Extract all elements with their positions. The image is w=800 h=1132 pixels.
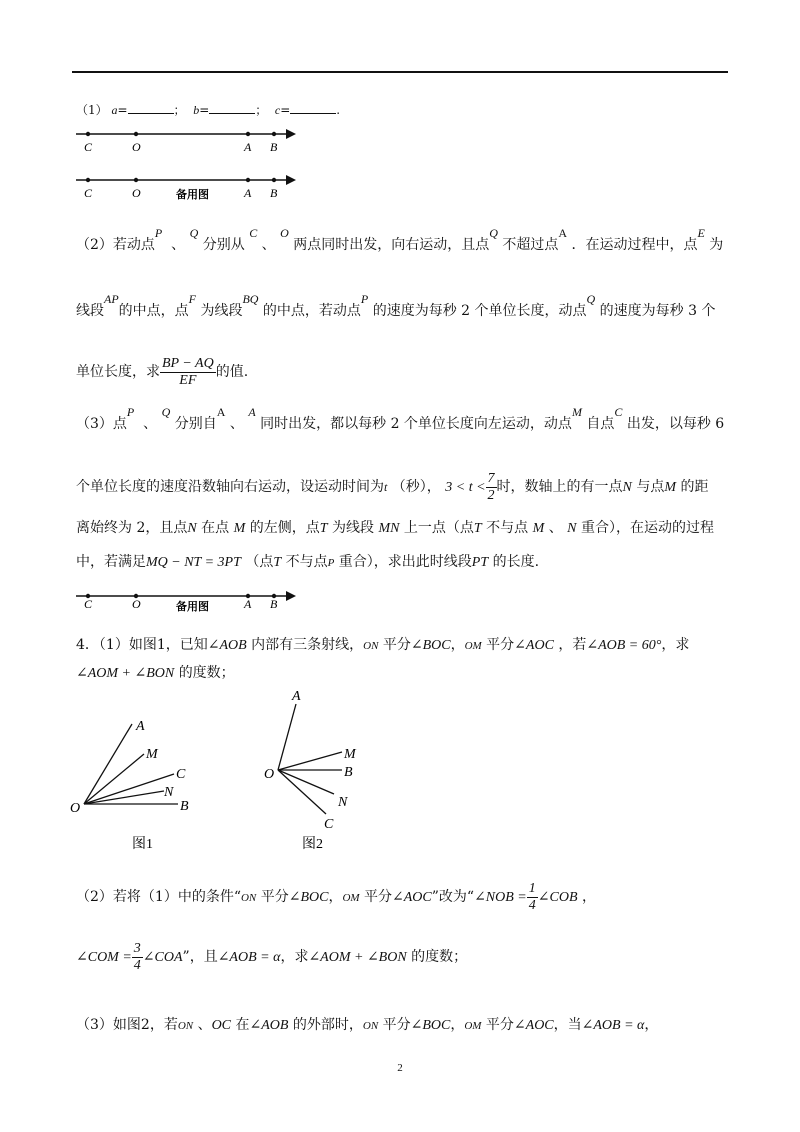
fig2-label-b: B (344, 765, 353, 780)
part2-line3: 单位长度，求 $\frac{BP - AQ}{EF}$ 的值. (76, 355, 249, 388)
svg-text:O: O (132, 597, 141, 611)
number-line-3 (70, 586, 310, 622)
fig2-label-a: A (292, 689, 301, 704)
q4-part3-line: （3）如图2，若ON 、OC 在∠AOB 的外部时，ON 平分∠BOC，OM 平分∠AOC，当∠AOB = α， (76, 1017, 659, 1033)
backup-caption: 备用图 (176, 188, 209, 201)
label-c: C (84, 140, 93, 154)
fig2-label-o: O (264, 767, 275, 782)
point-a (246, 132, 250, 136)
fig2-label-n: N (338, 795, 348, 810)
fig1-label-b: B (180, 799, 189, 814)
fig1-label-a: A (136, 719, 145, 734)
q4-line1: 4．（1）如图1，已知∠AOB 内部有三条射线，ON 平分∠BOC，OM 平分∠AOC ，若∠AOB = 60°，求 (76, 637, 690, 653)
fig1-caption: 图1 (132, 837, 153, 852)
part3-line2: 个单位长度的速度沿数轴向右运动，设运动时间为t （秒）， 3 < t < $\frac{7}{2}$ 时，数轴上的有一点N 与点M 的距 (76, 470, 709, 503)
q4-line2: ∠AOM + ∠BON 的度数； (76, 665, 235, 681)
fig2-label-m: M (344, 747, 356, 762)
fig2-caption: 图2 (302, 837, 323, 852)
number-line-1 (70, 124, 310, 160)
part2-line1: （2）若动点P 、 Q 分别从 C 、 O 两点同时出发，向右运动，且点Q 不超过点A ．在运动过程中，点E 为 (76, 226, 724, 253)
number-line-2 (70, 170, 310, 206)
point-b (272, 132, 276, 136)
page-number: 2 (397, 1062, 403, 1074)
blank-c[interactable] (290, 101, 336, 114)
label-o: O (132, 140, 141, 154)
svg-text:备用图: 备用图 (176, 600, 209, 613)
svg-text:O: O (132, 186, 141, 200)
point-c (86, 132, 90, 136)
fig1-label-o: O (70, 801, 81, 816)
label-b: B (270, 140, 278, 154)
svg-text:B: B (270, 186, 278, 200)
q4-part2-line2: ∠COM = $\frac{3}{4}$ ∠COA”，且∠AOB = α，求∠AOM + ∠BON 的度数； (76, 940, 468, 973)
blank-b[interactable] (209, 101, 255, 114)
svg-text:A: A (244, 186, 252, 200)
svg-text:C: C (84, 597, 93, 611)
svg-text:A: A (244, 597, 252, 611)
figure-2 (258, 686, 378, 856)
part3-line4: 中，若满足MQ − NT = 3PT （点T 不与点P 重合），求出此时线段PT 的长度. (76, 554, 540, 570)
part1-blanks: （1） a= ； b= ； c= . (76, 103, 341, 117)
blank-a[interactable] (128, 101, 174, 114)
part2-line2: 线段AP的中点，点F 为线段BQ 的中点，若动点P 的速度为每秒 2 个单位长度，动点Q 的速度为每秒 3 个 (76, 292, 716, 319)
svg-text:C: C (84, 186, 93, 200)
header-rule (72, 71, 728, 73)
fig1-label-n: N (164, 785, 174, 800)
point-o (134, 132, 138, 136)
part3-line1: （3）点P 、 Q 分别自A 、 A 同时出发，都以每秒 2 个单位长度向左运动，动点M 自点C 出发，以每秒 6 (76, 405, 725, 432)
part3-line3: 离始终为 2，且点N 在点 M 的左侧，点T 为线段 MN 上一点（点T 不与点 M 、 N 重合），在运动的过程 (76, 520, 714, 536)
fig1-label-m: M (146, 747, 158, 762)
fig2-label-c: C (324, 817, 334, 832)
svg-text:B: B (270, 597, 278, 611)
label-a: A (244, 140, 252, 154)
fig1-label-c: C (176, 767, 186, 782)
figure-1 (66, 712, 206, 852)
q4-part2-line1: （2）若将（1）中的条件“ON 平分∠BOC，OM 平分∠AOC”改为“∠NOB = $\frac{1}{4}$ ∠COB ， (76, 880, 596, 913)
